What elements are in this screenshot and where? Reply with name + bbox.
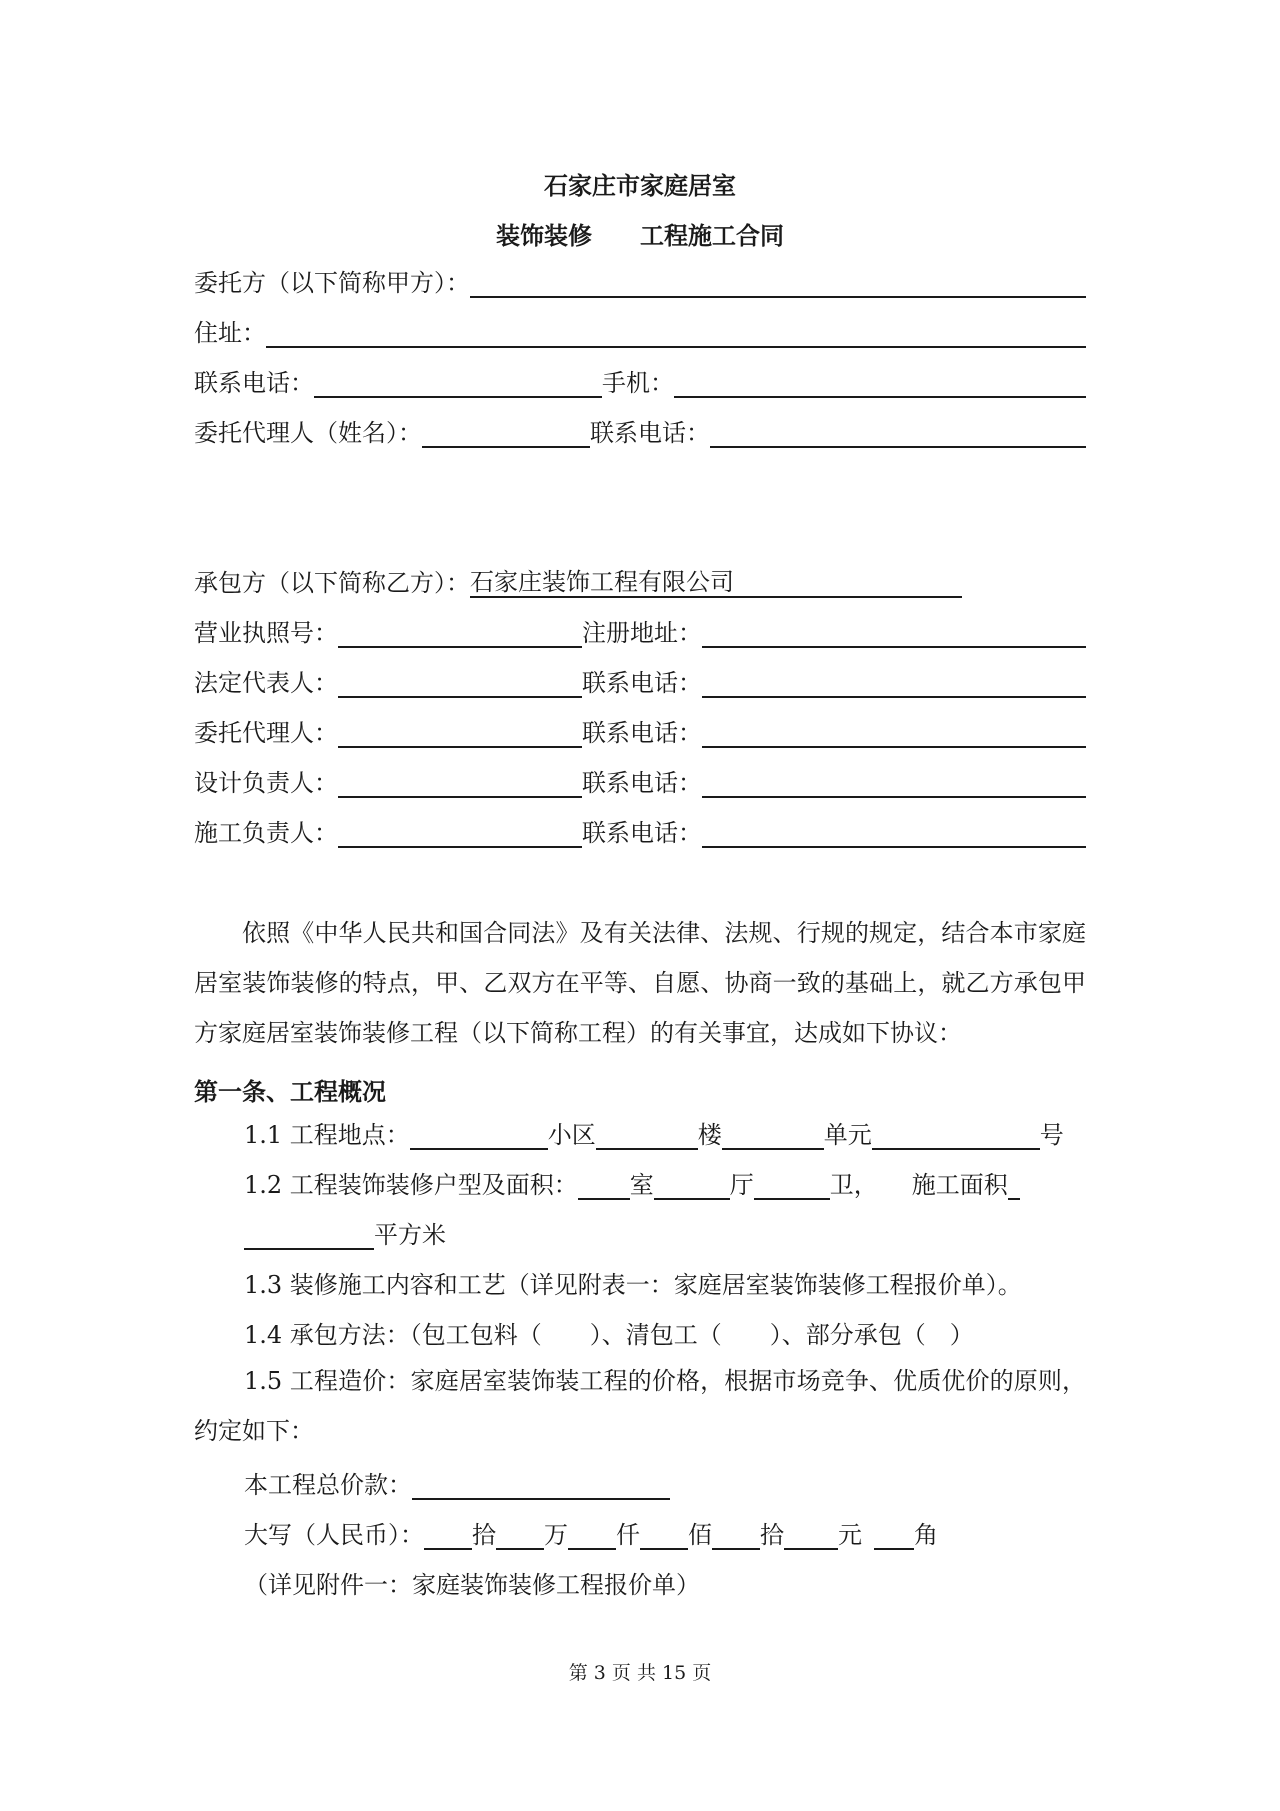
construction-phone-field[interactable] xyxy=(702,818,1086,848)
contractor-label: 承包方（以下简称乙方）： xyxy=(194,569,470,597)
danyuan-label: 单元 xyxy=(823,1121,872,1149)
license-label: 营业执照号： xyxy=(194,619,338,647)
legal-rep-row xyxy=(194,662,1086,698)
shi-wan-label: 拾 xyxy=(472,1521,496,1549)
license-row xyxy=(194,612,1086,648)
lou-label: 楼 xyxy=(697,1121,722,1149)
agent-phone-field[interactable] xyxy=(710,418,1086,448)
item-1-1-label: 1.1 工程地点： xyxy=(244,1121,410,1149)
construction-row xyxy=(194,812,1086,848)
party-a-client-row xyxy=(194,262,1086,298)
item-1-3-text: 1.3 装修施工内容和工艺（详见附表一：家庭居室装饰装修工程报价单）。 xyxy=(244,1271,1022,1299)
preamble-paragraph: 依照《中华人民共和国合同法》及有关法律、法规、行规的规定，结合本市家庭居室装饰装修的特点，甲、乙双方在平等、自愿、协商一致的基础上，就乙方承包甲方家庭居室装饰装修工程（以下简称工程）的有关事宜，达成如下协议： xyxy=(194,919,1086,1047)
agent-field[interactable] xyxy=(422,418,590,448)
capital-label: 大写（人民币）： xyxy=(244,1521,424,1549)
shi-wan-field[interactable] xyxy=(424,1520,472,1550)
phone-label: 联系电话： xyxy=(194,369,314,397)
rooms-field[interactable] xyxy=(578,1170,630,1200)
item-1-3-row xyxy=(244,1264,1022,1300)
agent-phone-label: 联系电话： xyxy=(590,419,710,447)
page-footer: 第 3 页 共 15 页 xyxy=(568,1662,712,1684)
location-field[interactable] xyxy=(410,1120,548,1150)
item-1-2-label: 1.2 工程装饰装修户型及面积： xyxy=(244,1171,578,1199)
client-field[interactable] xyxy=(470,268,1086,298)
legal-rep-phone-field[interactable] xyxy=(702,668,1086,698)
party-a-phone-row xyxy=(194,362,1086,398)
halls-field[interactable] xyxy=(654,1170,730,1200)
wan-field[interactable] xyxy=(496,1520,544,1550)
b-agent-row xyxy=(194,712,1086,748)
phone-field[interactable] xyxy=(314,368,602,398)
b-agent-label: 委托代理人： xyxy=(194,719,338,747)
construction-phone-label: 联系电话： xyxy=(582,819,702,847)
address-field[interactable] xyxy=(266,318,1086,348)
item-1-2-cont-row xyxy=(244,1214,446,1250)
document-subtitle xyxy=(0,216,1280,251)
item-1-1-row xyxy=(244,1114,1064,1150)
item-1-2-row xyxy=(244,1164,1020,1200)
party-a-address-row xyxy=(194,312,1086,348)
agent-label: 委托代理人（姓名）： xyxy=(194,419,422,447)
baths-field[interactable] xyxy=(754,1170,830,1200)
design-field[interactable] xyxy=(338,768,582,798)
mobile-label: 手机： xyxy=(602,369,674,397)
area-field[interactable] xyxy=(244,1220,374,1250)
legal-rep-label: 法定代表人： xyxy=(194,669,338,697)
contractor-field[interactable]: 石家庄装饰工程有限公司 xyxy=(470,568,962,598)
construction-label: 施工负责人： xyxy=(194,819,338,847)
building-field[interactable] xyxy=(596,1120,698,1150)
qian-field[interactable] xyxy=(568,1520,616,1550)
address-label: 住址： xyxy=(194,319,266,347)
shi-label-2: 拾 xyxy=(760,1521,784,1549)
legal-rep-field[interactable] xyxy=(338,668,582,698)
b-agent-phone-label: 联系电话： xyxy=(582,719,702,747)
bai-label: 佰 xyxy=(688,1521,712,1549)
item-1-4-row xyxy=(244,1314,974,1350)
hao-label: 号 xyxy=(1039,1121,1064,1149)
reg-address-label: 注册地址： xyxy=(582,619,702,647)
jiao-field[interactable] xyxy=(874,1520,914,1550)
total-price-label: 本工程总价款： xyxy=(244,1471,412,1499)
b-agent-phone-field[interactable] xyxy=(702,718,1086,748)
area-label: 施工面积 xyxy=(911,1171,1008,1199)
shi-field[interactable] xyxy=(712,1520,760,1550)
ting-label: 厅 xyxy=(729,1171,754,1199)
party-a-agent-row xyxy=(194,412,1086,448)
design-label: 设计负责人： xyxy=(194,769,338,797)
shi-label: 室 xyxy=(629,1171,654,1199)
mobile-field[interactable] xyxy=(674,368,1086,398)
b-agent-field[interactable] xyxy=(338,718,582,748)
legal-rep-phone-label: 联系电话： xyxy=(582,669,702,697)
design-phone-label: 联系电话： xyxy=(582,769,702,797)
xiaoqu-label: 小区 xyxy=(547,1121,596,1149)
subtitle-part-a: 装饰装修 xyxy=(496,221,592,250)
total-price-field[interactable] xyxy=(412,1470,670,1500)
party-b-contractor-row xyxy=(194,562,1086,598)
client-label: 委托方（以下简称甲方）： xyxy=(194,269,470,297)
attachment-note-row xyxy=(244,1564,700,1600)
qian-label: 仟 xyxy=(616,1521,640,1549)
bai-field[interactable] xyxy=(640,1520,688,1550)
license-field[interactable] xyxy=(338,618,582,648)
subtitle-part-b: 工程施工合同 xyxy=(640,221,784,250)
attachment-note: （详见附件一：家庭装饰装修工程报价单） xyxy=(244,1571,700,1599)
yuan-label: 元 xyxy=(838,1521,862,1549)
total-price-row xyxy=(244,1464,670,1500)
wan-label: 万 xyxy=(544,1521,568,1549)
capital-amount-row xyxy=(244,1514,938,1550)
unit-field[interactable] xyxy=(722,1120,824,1150)
area-field-start[interactable] xyxy=(1008,1170,1020,1200)
design-phone-field[interactable] xyxy=(702,768,1086,798)
number-field[interactable] xyxy=(872,1120,1040,1150)
item-1-4-text: 1.4 承包方法：（包工包料（ ）、清包工（ ）、部分承包（ ） xyxy=(244,1321,974,1349)
article-1-heading: 第一条、工程概况 xyxy=(194,1077,386,1106)
area-unit-label: 平方米 xyxy=(374,1221,446,1249)
item-1-5-text: 1.5 工程造价：家庭居室装饰装工程的价格，根据市场竞争、优质优价的原则，约定如下： xyxy=(194,1367,1086,1445)
construction-field[interactable] xyxy=(338,818,582,848)
wei-label: 卫， xyxy=(829,1171,878,1199)
design-row xyxy=(194,762,1086,798)
document-title: 石家庄市家庭居室 xyxy=(544,171,736,200)
jiao-label: 角 xyxy=(914,1521,938,1549)
yuan-field[interactable] xyxy=(784,1520,838,1550)
reg-address-field[interactable] xyxy=(702,618,1086,648)
